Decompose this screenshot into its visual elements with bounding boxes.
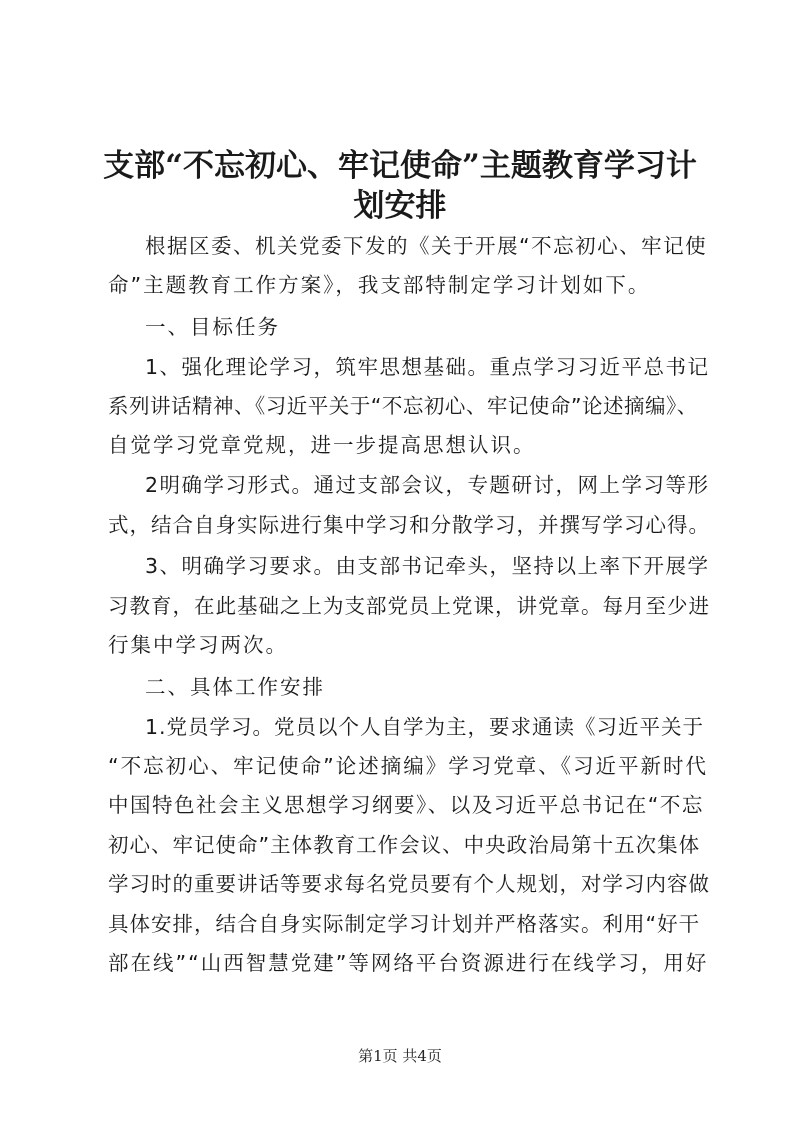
paragraph-line: 中国特色社会主义思想学习纲要》、以及习近平总书记在“不忘	[108, 793, 704, 817]
paragraph-line: 3、明确学习要求。由支部书记牵头，坚持以上率下开展学	[145, 554, 710, 578]
paragraph-line: 2明确学习形式。通过支部会议，专题研讨，网上学习等形	[145, 473, 710, 497]
paragraph-line: 行集中学习两次。	[108, 633, 288, 657]
page-number-footer: 第1页 共4页	[358, 1047, 442, 1065]
document-title-line-1: 支部“不忘初心、牢记使命”主题教育学习计	[103, 148, 697, 184]
paragraph-line: 1.党员学习。党员以个人自学为主，要求通读《习近平关于	[145, 715, 705, 739]
paragraph-line: 式，结合自身实际进行集中学习和分散学习，并撰写学习心得。	[108, 513, 710, 537]
document-title-line-2: 划安排	[353, 188, 447, 224]
section-heading: 二、具体工作安排	[145, 675, 325, 699]
paragraph-line: 学习时的重要讲话等要求每名党员要有个人规划，对学习内容做	[108, 872, 710, 896]
paragraph-line: 部在线”“山西智慧党建”等网络平台资源进行在线学习，用好	[108, 951, 709, 975]
section-heading: 一、目标任务	[145, 315, 280, 339]
paragraph-line: 命”主题教育工作方案》，我支部特制定学习计划如下。	[108, 273, 651, 297]
paragraph-line: 初心、牢记使命”主体教育工作会议、中央政治局第十五次集体	[108, 833, 701, 857]
paragraph-line: 根据区委、机关党委下发的《关于开展“不忘初心、牢记使	[145, 234, 708, 258]
paragraph-line: 1、强化理论学习，筑牢思想基础。重点学习习近平总书记	[145, 355, 710, 379]
paragraph-line: “不忘初心、牢记使命”论述摘编》学习党章、《习近平新时代	[108, 754, 708, 778]
paragraph-line: 系列讲话精神、《习近平关于“不忘初心、牢记使命”论述摘编》、	[108, 394, 698, 418]
paragraph-line: 习教育，在此基础之上为支部党员上党课，讲党章。每月至少进	[108, 594, 710, 618]
paragraph-line: 具体安排，结合自身实际制定学习计划并严格落实。利用“好干	[108, 912, 701, 936]
paragraph-line: 自觉学习党章党规，进一步提高思想认识。	[108, 433, 536, 457]
